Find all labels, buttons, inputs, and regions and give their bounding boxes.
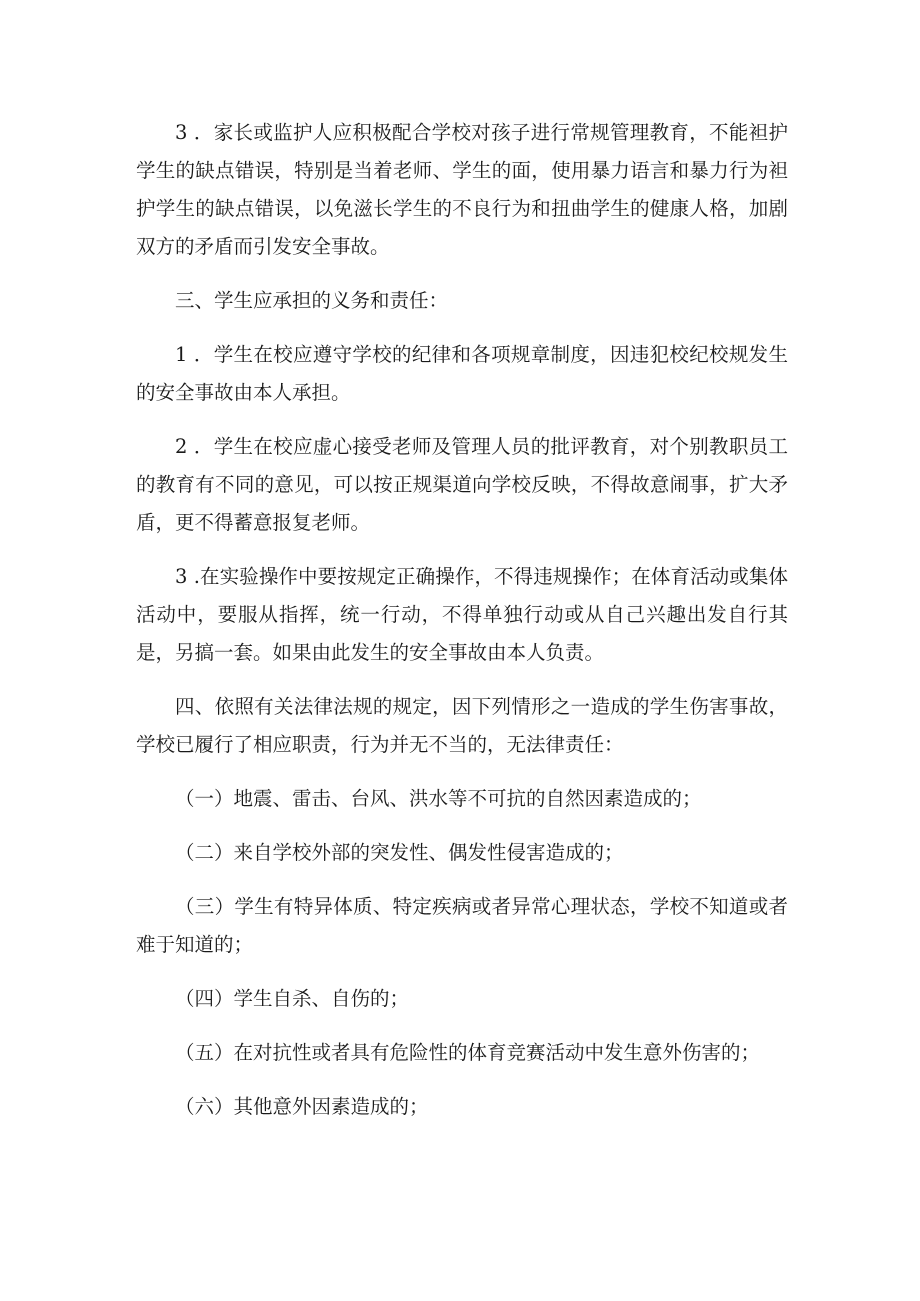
section-heading-student-duties: 三、学生应承担的义务和责任： [175, 289, 449, 312]
list-item-exemption-6: （六）其他意外因素造成的； [175, 1095, 429, 1118]
paragraph-student-duty-3: 3 .在实验操作中要按规定正确操作，不得违规操作；在体育活动或集体活动中，要服从指挥，统一行动，不得单独行动或从自己兴趣出发自行其是，另搞一套。如果由此发生的安全事故由本人负责。 [136, 565, 788, 664]
paragraph-student-duty-1: 1 ．学生在校应遵守学校的纪律和各项规章制度，因违犯校纪校规发生的安全事故由本人承担。 [136, 343, 788, 404]
paragraph-parent-duty-3: 3 ．家长或监护人应积极配合学校对孩子进行常规管理教育，不能袒护学生的缺点错误，特别是当着老师、学生的面，使用暴力语言和暴力行为袒护学生的缺点错误，以免滋长学生的不良行为和扭曲学生的健康人格，加剧双方的矛盾而引发安全事故。 [136, 121, 788, 258]
paragraph-student-duty-2: 2 ．学生在校应虚心接受老师及管理人员的批评教育，对个别教职员工的教育有不同的意见，可以按正规渠道向学校反映，不得故意闹事，扩大矛盾，更不得蓄意报复老师。 [136, 435, 788, 534]
section-heading-school-exemptions: 四、依照有关法律法规的规定，因下列情形之一造成的学生伤害事故，学校已履行了相应职责，行为并无不当的，无法律责任： [136, 695, 788, 756]
list-item-exemption-5: （五）在对抗性或者具有危险性的体育竞赛活动中发生意外伤害的； [175, 1041, 761, 1064]
list-item-exemption-1: （一）地震、雷击、台风、洪水等不可抗的自然因素造成的； [175, 787, 702, 810]
list-item-exemption-4: （四）学生自杀、自伤的； [175, 987, 410, 1010]
document-body [136, 114, 788, 1142]
list-item-exemption-2: （二）来自学校外部的突发性、偶发性侵害造成的； [175, 841, 624, 864]
list-item-exemption-3: （三）学生有特异体质、特定疾病或者异常心理状态，学校不知道或者难于知道的； [136, 895, 788, 956]
